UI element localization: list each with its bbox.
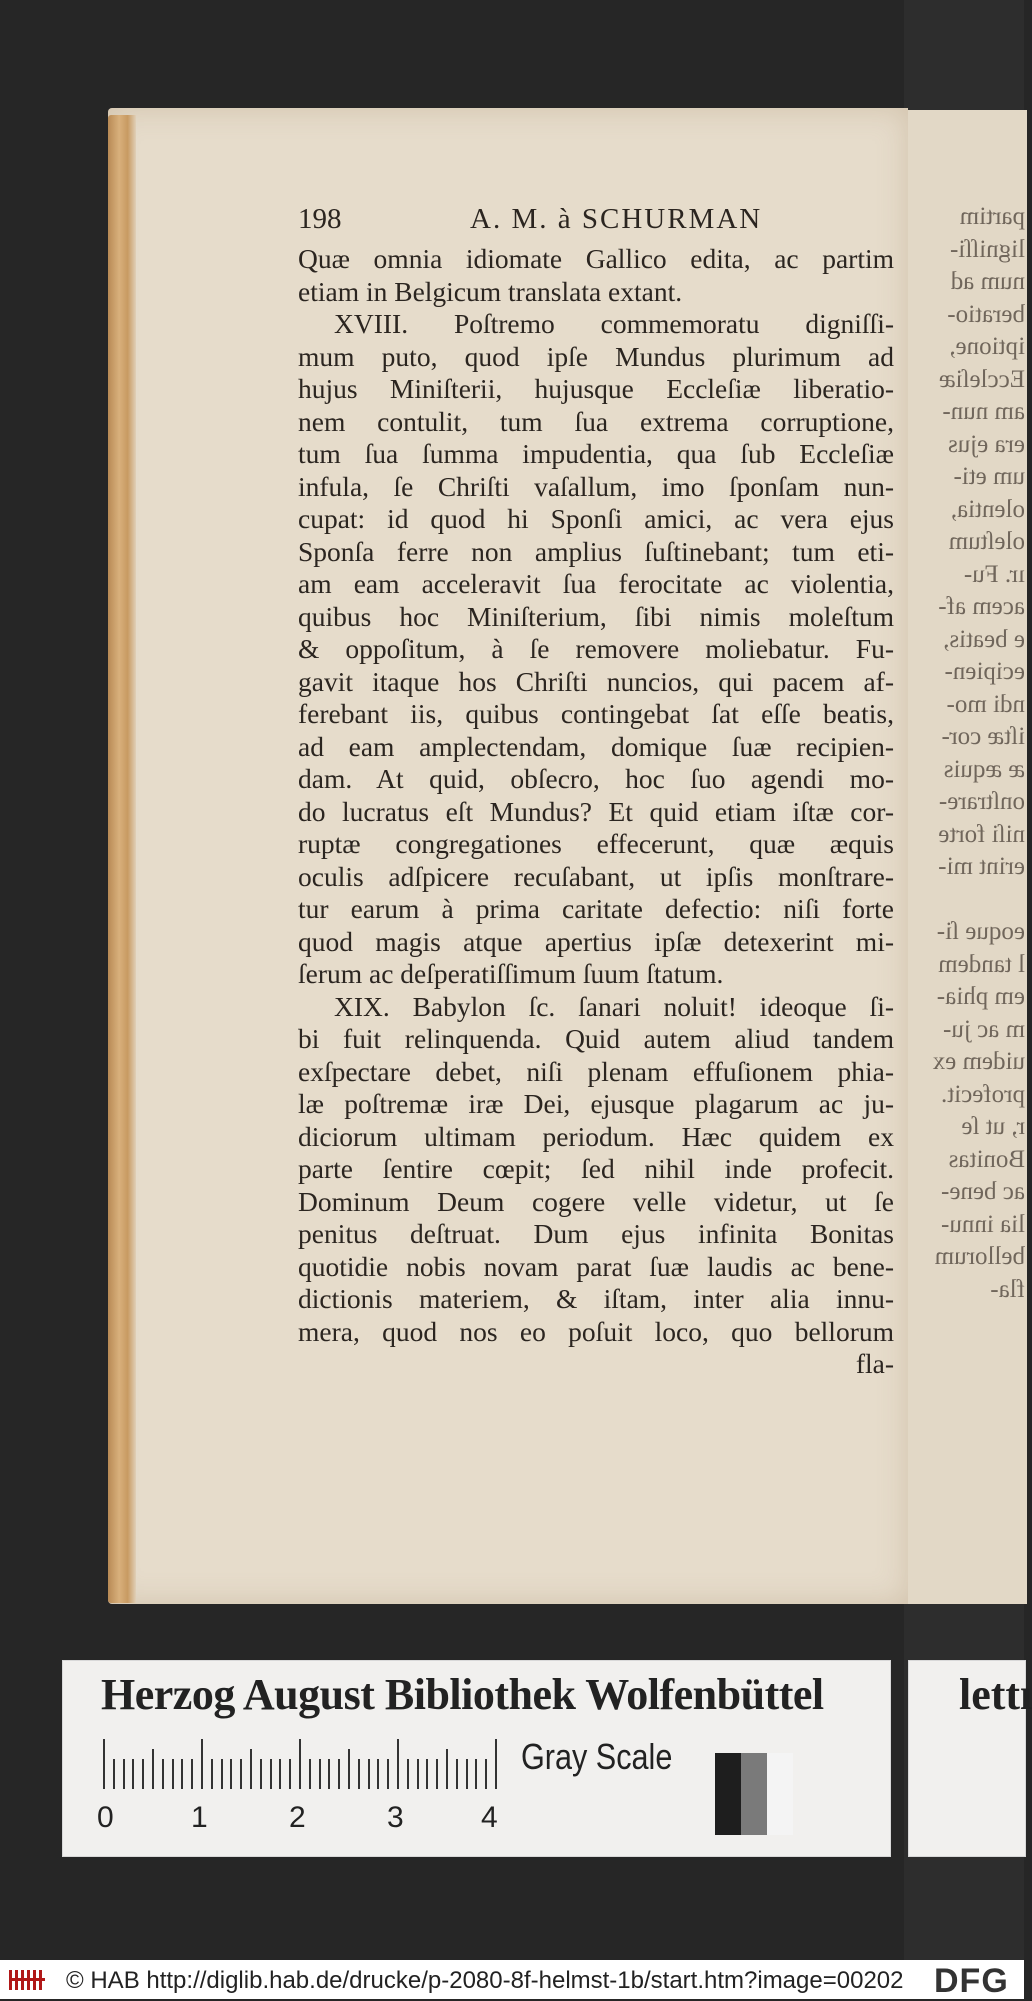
- ruler-tick: [485, 1759, 487, 1789]
- ruler-tick: [417, 1759, 419, 1789]
- scale-number: 4: [481, 1801, 498, 1834]
- text-line: mera, quod nos eo poſuit loco, quo bellorum: [298, 1315, 894, 1347]
- adjacent-page-line: ndi mo-: [946, 690, 1025, 718]
- page-edge: [108, 115, 136, 1603]
- ruler-tick: [181, 1759, 183, 1789]
- adjacent-page-line: olentia,: [950, 495, 1025, 523]
- adjacent-page-line: ac bene-: [941, 1178, 1025, 1205]
- scale-number: 3: [387, 1801, 404, 1834]
- text-line: quibus hoc Miniſterium, ſibi nimis moleſtum: [298, 600, 894, 632]
- ruler-tick: [407, 1759, 409, 1789]
- scale-number: 2: [289, 1801, 306, 1834]
- ruler-tick: [211, 1759, 213, 1789]
- text-line: mum puto, quod ipſe Mundus plurimum ad: [298, 340, 894, 372]
- source-link[interactable]: © HAB http://diglib.hab.de/drucke/p-2080-8f-helmst-1b/start.htm?image=00202: [66, 1967, 904, 1994]
- ruler-tick: [132, 1759, 134, 1789]
- adjacent-page-line: Eccleſiæ: [938, 365, 1025, 393]
- ruler-tick: [299, 1739, 301, 1789]
- adjacent-page-line: niſi forte: [938, 820, 1025, 848]
- ruler-tick: [152, 1749, 154, 1789]
- text-line: quod magis atque apertius ipſæ detexerint mi-: [298, 925, 894, 957]
- adjacent-page-line: acem af-: [938, 593, 1025, 620]
- text-line: diciorum ultimam periodum. Hæc quidem ex: [298, 1120, 894, 1152]
- ruler-tick: [279, 1759, 281, 1789]
- adjacent-page-line: e beatis,: [943, 625, 1025, 653]
- text-line: oculis adſpicere recuſabant, ut ipſis monſtrare-: [298, 860, 894, 892]
- text-line: etiam in Belgicum translata extant.: [298, 275, 683, 307]
- text-line: fla-: [855, 1348, 894, 1379]
- ruler-tick: [240, 1759, 242, 1789]
- gray-swatch-dark: [715, 1753, 741, 1835]
- text-line: hujus Miniſterii, hujusque Eccleſiæ liberatio-: [298, 373, 894, 404]
- text-line: exſpectare debet, niſi plenam effuſionem phia-: [298, 1055, 894, 1087]
- adjacent-page-line: iptione,: [949, 333, 1025, 360]
- adjacent-page-line: æ æquis: [943, 755, 1025, 783]
- adjacent-page: [904, 110, 1027, 1604]
- gray-scale-label: Gray Scale: [521, 1736, 673, 1777]
- adjacent-page-line: fla-: [990, 1275, 1025, 1303]
- text-line: ſerum ac deſperatiſſimum ſuum ſtatum.: [298, 958, 724, 989]
- adjacent-page-line: lia innu-: [940, 1210, 1025, 1238]
- ruler-tick: [387, 1759, 389, 1789]
- adjacent-page-line: bellorum: [934, 1243, 1025, 1270]
- footer-bar: [0, 1960, 1024, 1999]
- ruler-tick: [162, 1759, 164, 1789]
- text-line: Sponſa ferre non amplius ſuſtinebant; tum eti-: [298, 535, 894, 567]
- ruler-tick: [328, 1759, 330, 1789]
- adjacent-page-line: profecit.: [941, 1080, 1025, 1108]
- text-line: nem contulit, tum ſua extrema corruptione,: [298, 405, 894, 437]
- adjacent-page-line: partim: [959, 203, 1025, 230]
- card-title: Herzog August Bibliothek Wolfenbüttel: [101, 1670, 824, 1719]
- ruler-tick: [348, 1749, 350, 1789]
- ruler-tick: [250, 1749, 252, 1789]
- scale-number: 0: [97, 1801, 114, 1834]
- running-head: A. M. à SCHURMAN: [470, 203, 763, 235]
- adjacent-page-line: Bonitas: [948, 1145, 1025, 1173]
- ruler-tick: [230, 1759, 232, 1789]
- ruler-tick: [270, 1759, 272, 1789]
- ruler-tick: [260, 1759, 262, 1789]
- ruler-tick: [368, 1759, 370, 1789]
- text-line: Quæ omnia idiomate Gallico edita, ac partim: [298, 243, 894, 274]
- ruler-tick: [466, 1759, 468, 1789]
- text-line: læ poſtremæ iræ Dei, ejusque plagarum ac ju-: [298, 1088, 894, 1119]
- adjacent-page-line: erint mi-: [938, 853, 1025, 880]
- body-text: [298, 243, 894, 1381]
- ruler-tick: [319, 1759, 321, 1789]
- text-line: am eam acceleravit ſua ferocitate ac violentia,: [298, 568, 894, 599]
- adjacent-page-line: um eti-: [953, 463, 1025, 490]
- text-line: ferebant iis, quibus contingebat ſat eſſe beatis,: [298, 698, 894, 729]
- ruler-tick: [103, 1739, 105, 1789]
- text-line: XIX. Babylon ſc. ſanari noluit! ideoque ſi-: [334, 990, 894, 1022]
- ruler-tick: [221, 1759, 223, 1789]
- gray-swatch-mid: [741, 1753, 767, 1835]
- color-calibration-card-partial: [908, 1660, 1032, 1857]
- adjacent-page-line: oleſtum: [948, 528, 1025, 555]
- text-line: infula, ſe Chriſti vaſallum, imo ſponſam nun-: [298, 470, 894, 502]
- ruler-tick: [338, 1759, 340, 1789]
- text-line: dam. At quid, obſecro, hoc ſuo agendi mo-: [298, 763, 894, 794]
- ruler-tick: [113, 1759, 115, 1789]
- text-line: & oppoſitum, à ſe removere moliebatur. Fu-: [298, 633, 894, 664]
- adjacent-page-line: era ejus: [947, 430, 1025, 458]
- card-title-partial: lettı: [959, 1670, 1032, 1719]
- ruler-tick: [289, 1759, 291, 1789]
- text-line: XVIII. Poſtremo commemoratu digniſſi-: [334, 308, 894, 339]
- adjacent-page-line: eoque ſi-: [936, 918, 1025, 945]
- page-number: 198: [298, 203, 342, 235]
- ruler-tick: [397, 1739, 399, 1789]
- ruler-tick: [446, 1749, 448, 1789]
- adjacent-page-line: l tandem: [938, 950, 1025, 978]
- adjacent-page-line: ır. Fu-: [963, 560, 1025, 588]
- adjacent-page-line: beratio-: [947, 300, 1025, 328]
- ruler-tick: [123, 1759, 125, 1789]
- text-line: ad eam amplectendam, domique ſuæ recipien-: [298, 730, 894, 762]
- ruler-tick: [142, 1759, 144, 1789]
- adjacent-page-line: onſtrare-: [938, 788, 1025, 815]
- adjacent-page-line: ecipien-: [944, 658, 1025, 685]
- adjacent-page-line: num ad: [950, 268, 1025, 295]
- adjacent-page-line: iſtæ cor-: [941, 723, 1025, 750]
- ruler-tick: [172, 1759, 174, 1789]
- ruler-tick: [426, 1759, 428, 1789]
- text-line: do lucratus eſt Mundus? Et quid etiam iſtæ cor-: [298, 795, 894, 827]
- adjacent-page-line: m ac ju-: [943, 1015, 1025, 1043]
- hab-logo-icon: [8, 1967, 48, 1993]
- adjacent-page-line: em phia-: [936, 983, 1025, 1010]
- ruler-tick: [436, 1759, 438, 1789]
- adjacent-page-line: r, ut ſe: [961, 1113, 1025, 1140]
- adjacent-page-line: ligniſſi-: [950, 235, 1025, 263]
- ruler-tick: [495, 1739, 497, 1789]
- text-line: tum ſua ſumma impudentia, qua ſub Eccleſiæ: [298, 438, 894, 469]
- ruler-tick: [191, 1759, 193, 1789]
- gray-swatch-light: [767, 1753, 793, 1835]
- text-line: bi fuit relinquenda. Quid autem aliud tandem: [298, 1023, 894, 1054]
- ruler-tick: [456, 1759, 458, 1789]
- text-line: parte ſentire cœpit; ſed nihil inde profecit.: [298, 1153, 894, 1184]
- ruler-tick: [358, 1759, 360, 1789]
- text-line: cupat: id quod hi Sponſi amici, ac vera ejus: [298, 503, 894, 534]
- text-line: Dominum Deum cogere velle videtur, ut ſe: [298, 1185, 894, 1217]
- text-line: dictionis materiem, & iſtam, inter alia innu-: [298, 1283, 894, 1314]
- ruler-tick: [201, 1739, 203, 1789]
- adjacent-page-line: uidem ex: [932, 1048, 1025, 1075]
- ruler-tick: [377, 1759, 379, 1789]
- adjacent-page-line: am nun-: [942, 398, 1025, 425]
- dfg-logo: DFG: [934, 1962, 1009, 2000]
- scale-ruler: [103, 1739, 503, 1789]
- text-line: penitus deſtruat. Dum ejus infinita Bonitas: [298, 1218, 894, 1249]
- text-line: gavit itaque hos Chriſti nuncios, qui pacem af-: [298, 665, 894, 697]
- color-calibration-card: [62, 1660, 891, 1857]
- scale-number: 1: [191, 1801, 208, 1834]
- ruler-tick: [475, 1759, 477, 1789]
- text-line: ruptæ congregationes effecerunt, quæ æquis: [298, 828, 894, 859]
- text-line: tur earum à prima caritate defectio: niſi forte: [298, 893, 894, 924]
- ruler-tick: [309, 1759, 311, 1789]
- text-line: quotidie nobis novam parat ſuæ laudis ac bene-: [298, 1250, 894, 1282]
